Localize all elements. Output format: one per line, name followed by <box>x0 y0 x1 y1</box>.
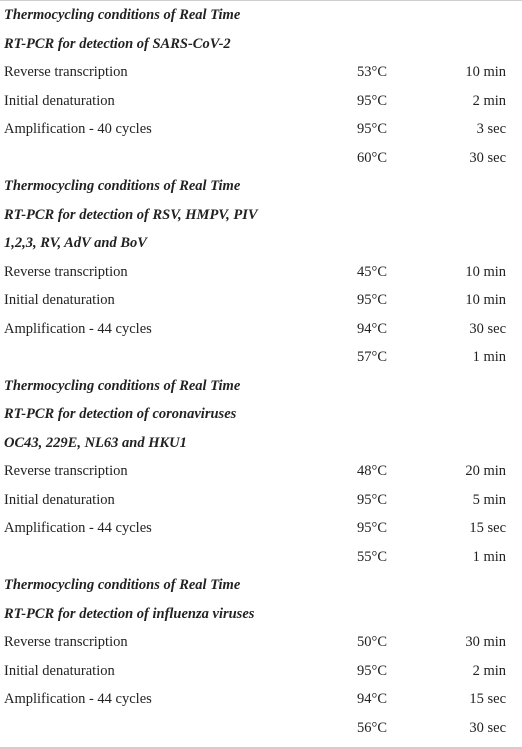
step-label: Amplification - 44 cycles <box>4 320 152 337</box>
table-row <box>0 343 522 372</box>
duration-value: 5 min <box>472 491 506 508</box>
section-heading-line: Thermocycling conditions of Real Time <box>4 377 241 394</box>
table-row <box>0 315 522 344</box>
step-label: Reverse transcription <box>4 634 128 650</box>
duration-value: 2 min <box>472 662 506 679</box>
temperature-value: 95°C <box>357 520 387 536</box>
temperature-value: 94°C <box>357 691 387 707</box>
temperature-value: 95°C <box>357 292 387 308</box>
table-row <box>0 58 522 87</box>
table-row <box>0 144 522 173</box>
table-section <box>0 172 522 372</box>
section-heading-line: RT-PCR for detection of coronaviruses <box>4 406 237 422</box>
table-row <box>0 514 522 543</box>
table-section <box>0 571 522 742</box>
temperature-value: 95°C <box>357 662 387 679</box>
duration-value: 20 min <box>465 463 506 479</box>
duration-value: 15 sec <box>469 520 506 536</box>
section-heading-line: RT-PCR for detection of RSV, HMPV, PIV <box>4 206 258 223</box>
duration-value: 30 sec <box>469 149 506 166</box>
table-row <box>0 714 522 743</box>
temperature-value: 94°C <box>357 320 387 337</box>
duration-value: 30 sec <box>469 320 506 337</box>
duration-value: 10 min <box>465 292 506 308</box>
table-row <box>0 457 522 486</box>
table-row <box>0 628 522 657</box>
table-row <box>0 286 522 315</box>
temperature-value: 60°C <box>357 149 387 166</box>
section-heading-line: OC43, 229E, NL63 and HKU1 <box>4 434 187 451</box>
temperature-value: 53°C <box>357 64 387 80</box>
duration-value: 1 min <box>472 548 506 565</box>
section-heading-line: 1,2,3, RV, AdV and BoV <box>4 235 147 251</box>
step-label: Initial denaturation <box>4 491 115 508</box>
table-row <box>0 543 522 572</box>
section-heading-line: RT-PCR for detection of SARS-CoV-2 <box>4 35 231 52</box>
section-heading-line: Thermocycling conditions of Real Time <box>4 577 241 593</box>
duration-value: 10 min <box>465 64 506 80</box>
duration-value: 30 min <box>465 634 506 650</box>
table-row <box>0 685 522 714</box>
temperature-value: 57°C <box>357 349 387 365</box>
temperature-value: 95°C <box>357 121 387 137</box>
table-row <box>0 258 522 287</box>
step-label: Initial denaturation <box>4 662 115 679</box>
section-heading-line: Thermocycling conditions of Real Time <box>4 178 241 194</box>
duration-value: 15 sec <box>469 691 506 707</box>
step-label: Reverse transcription <box>4 463 128 479</box>
table-row <box>0 657 522 686</box>
section-heading-line: Thermocycling conditions of Real Time <box>4 7 241 23</box>
temperature-value: 56°C <box>357 719 387 736</box>
step-label: Amplification - 44 cycles <box>4 691 152 707</box>
duration-value: 10 min <box>465 263 506 280</box>
temperature-value: 48°C <box>357 463 387 479</box>
temperature-value: 55°C <box>357 548 387 565</box>
table-row <box>0 486 522 515</box>
temperature-value: 50°C <box>357 634 387 650</box>
table-row <box>0 87 522 116</box>
step-label: Reverse transcription <box>4 64 128 80</box>
table-row <box>0 115 522 144</box>
step-label: Initial denaturation <box>4 92 115 109</box>
temperature-value: 95°C <box>357 491 387 508</box>
duration-value: 30 sec <box>469 719 506 736</box>
step-label: Initial denaturation <box>4 292 115 308</box>
duration-value: 1 min <box>472 349 506 365</box>
temperature-value: 45°C <box>357 263 387 280</box>
duration-value: 2 min <box>472 92 506 109</box>
section-heading-line: RT-PCR for detection of influenza viruses <box>4 605 255 622</box>
table-body <box>0 1 522 742</box>
duration-value: 3 sec <box>476 121 506 137</box>
temperature-value: 95°C <box>357 92 387 109</box>
step-label: Amplification - 44 cycles <box>4 520 152 536</box>
step-label: Amplification - 40 cycles <box>4 121 152 137</box>
table-section <box>0 1 522 172</box>
step-label: Reverse transcription <box>4 263 128 280</box>
table-section <box>0 372 522 572</box>
